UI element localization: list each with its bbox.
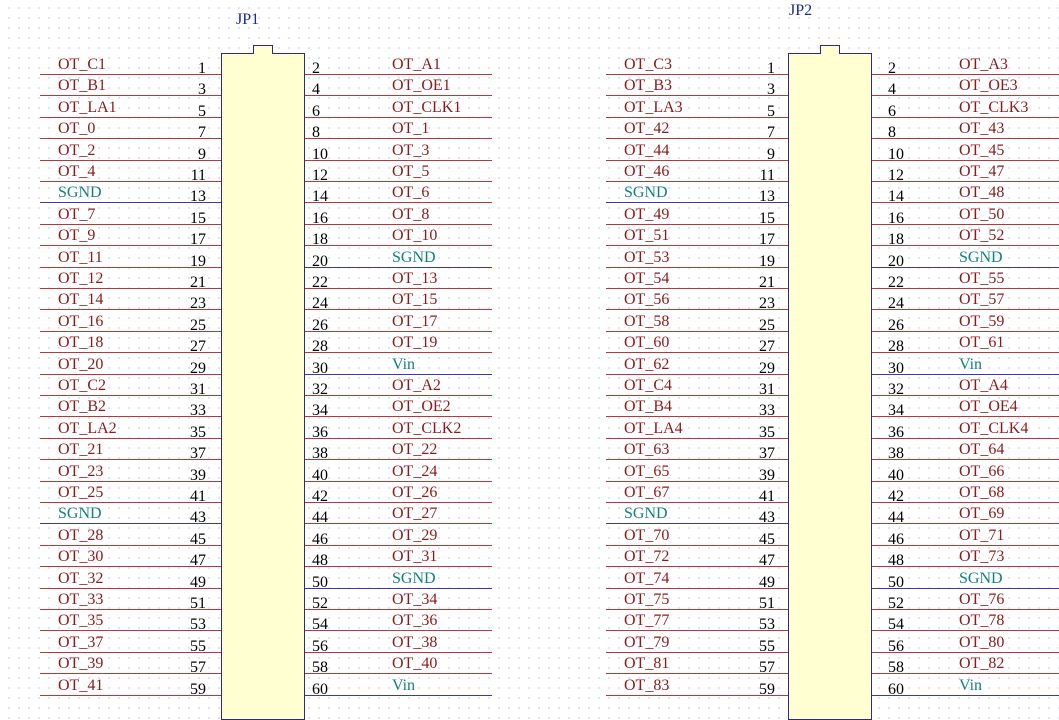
net-label: OT_4 <box>58 163 96 180</box>
net-label: OT_55 <box>959 270 1005 287</box>
net-label: Vin <box>392 676 416 694</box>
pin-number: 53 <box>759 616 775 634</box>
pin-number: 37 <box>190 445 206 463</box>
pin-number: 16 <box>888 209 904 227</box>
pin-number: 43 <box>759 509 775 527</box>
pin-number: 24 <box>888 295 904 313</box>
pin-wire <box>305 267 492 268</box>
pin-number: 23 <box>190 295 206 313</box>
net-label: OT_B2 <box>58 398 106 416</box>
pin-wire <box>305 352 492 353</box>
pin-number: 7 <box>767 124 775 142</box>
pin-number: 55 <box>759 637 775 655</box>
pin-number: 8 <box>312 124 320 142</box>
pin-wire <box>305 523 492 524</box>
pin-number: 8 <box>888 124 896 142</box>
pin-number: 55 <box>190 637 206 655</box>
pin-number: 38 <box>312 445 328 463</box>
net-label: OT_31 <box>392 548 438 566</box>
pin-number: 52 <box>888 595 904 612</box>
pin-number: 30 <box>312 359 328 377</box>
net-label: OT_OE3 <box>959 77 1018 95</box>
pin-number: 25 <box>759 316 775 334</box>
pin-number: 5 <box>198 102 206 120</box>
net-label: OT_56 <box>624 291 670 309</box>
net-label: OT_C4 <box>624 377 672 394</box>
connector-key-notch <box>820 45 840 54</box>
pin-wire <box>305 673 492 674</box>
net-label: OT_6 <box>392 184 430 202</box>
connector-body <box>221 53 305 720</box>
net-label: OT_37 <box>58 633 104 651</box>
pin-number: 26 <box>888 316 904 334</box>
pin-number: 33 <box>759 402 775 420</box>
pin-number: 58 <box>312 659 328 677</box>
net-label: OT_19 <box>392 334 438 352</box>
pin-wire <box>606 138 788 139</box>
pin-number: 42 <box>312 488 328 505</box>
net-label: OT_18 <box>58 334 104 352</box>
net-label: OT_C1 <box>58 56 106 73</box>
net-label: OT_44 <box>624 141 670 159</box>
net-label: OT_76 <box>959 591 1005 608</box>
pin-wire <box>40 117 221 118</box>
pin-wire <box>305 138 492 139</box>
pin-number: 49 <box>759 573 775 591</box>
pin-number: 14 <box>888 188 904 206</box>
pin-number: 9 <box>767 145 775 163</box>
pin-number: 31 <box>759 381 775 398</box>
net-label: OT_A2 <box>392 377 441 394</box>
pin-number: 18 <box>312 231 328 249</box>
net-label: OT_28 <box>58 526 104 544</box>
net-label: OT_74 <box>624 569 670 587</box>
pin-number: 44 <box>888 509 904 527</box>
reference-designator: JP1 <box>236 11 260 28</box>
pin-wire <box>305 181 492 182</box>
pin-number: 25 <box>190 316 206 334</box>
net-label: OT_CLK3 <box>959 98 1029 116</box>
connector-body <box>788 53 872 720</box>
pin-number: 28 <box>888 338 904 356</box>
pin-number: 60 <box>312 680 328 698</box>
pin-number: 57 <box>190 659 206 677</box>
pin-wire <box>305 95 492 96</box>
net-label: OT_45 <box>959 141 1005 159</box>
pin-number: 48 <box>888 552 904 570</box>
pin-number: 29 <box>190 359 206 377</box>
net-label: OT_9 <box>58 227 96 245</box>
net-label: SGND <box>959 569 1003 587</box>
pin-number: 56 <box>312 637 328 655</box>
pin-number: 59 <box>190 680 206 698</box>
pin-number: 15 <box>190 209 206 227</box>
pin-number: 28 <box>312 338 328 356</box>
pin-number: 59 <box>759 680 775 698</box>
net-label: SGND <box>392 569 436 587</box>
pin-wire <box>872 138 1059 139</box>
net-label: OT_B3 <box>624 77 672 95</box>
pin-number: 40 <box>312 466 328 484</box>
pin-number: 47 <box>759 552 775 570</box>
pin-number: 11 <box>759 167 775 184</box>
pin-wire <box>305 652 492 653</box>
pin-number: 30 <box>888 359 904 377</box>
net-label: OT_LA1 <box>58 98 117 116</box>
pin-number: 12 <box>312 167 328 184</box>
net-label: OT_30 <box>58 548 104 566</box>
net-label: OT_25 <box>58 484 104 501</box>
pin-number: 32 <box>888 381 904 398</box>
pin-wire <box>305 309 492 310</box>
pin-number: 24 <box>312 295 328 313</box>
pin-number: 58 <box>888 659 904 677</box>
pin-number: 9 <box>198 145 206 163</box>
net-label: OT_OE1 <box>392 77 451 95</box>
net-label: OT_60 <box>624 334 670 352</box>
net-label: OT_29 <box>392 526 438 544</box>
pin-number: 13 <box>190 188 206 206</box>
net-label: OT_20 <box>58 355 104 373</box>
pin-number: 38 <box>888 445 904 463</box>
pin-number: 17 <box>190 231 206 249</box>
pin-wire <box>872 117 1059 118</box>
net-label: OT_1 <box>392 120 430 138</box>
net-label: OT_72 <box>624 548 670 566</box>
net-label: OT_2 <box>58 141 96 159</box>
pin-number: 32 <box>312 381 328 398</box>
net-label: OT_79 <box>624 633 670 651</box>
pin-number: 31 <box>190 381 206 398</box>
pin-number: 27 <box>759 338 775 356</box>
pin-number: 7 <box>198 124 206 142</box>
net-label: OT_46 <box>624 163 670 180</box>
connector-key-notch <box>253 45 273 54</box>
net-label: OT_40 <box>392 655 438 673</box>
net-label: OT_23 <box>58 462 104 480</box>
net-label: OT_11 <box>58 248 103 266</box>
pin-wire <box>305 395 492 396</box>
pin-number: 29 <box>759 359 775 377</box>
net-label: OT_22 <box>392 441 438 459</box>
pin-number: 12 <box>888 167 904 184</box>
net-label: OT_17 <box>392 312 438 330</box>
net-label: OT_42 <box>624 120 670 138</box>
pin-wire <box>40 160 221 161</box>
net-label: Vin <box>959 355 983 373</box>
net-label: OT_66 <box>959 462 1005 480</box>
net-label: OT_LA4 <box>624 419 683 437</box>
pin-number: 11 <box>190 167 206 184</box>
pin-number: 34 <box>312 402 328 420</box>
net-label: OT_78 <box>959 612 1005 630</box>
pin-number: 20 <box>888 252 904 270</box>
pin-wire <box>305 481 492 482</box>
pin-number: 4 <box>888 81 896 99</box>
pin-number: 44 <box>312 509 328 527</box>
reference-designator: JP2 <box>789 2 813 19</box>
pin-number: 39 <box>190 466 206 484</box>
pin-number: 21 <box>190 274 206 291</box>
net-label: OT_57 <box>959 291 1005 309</box>
pin-wire <box>305 74 492 75</box>
net-label: OT_67 <box>624 484 670 501</box>
net-label: OT_A3 <box>959 56 1008 73</box>
net-label: OT_80 <box>959 633 1005 651</box>
pin-number: 34 <box>888 402 904 420</box>
net-label: OT_65 <box>624 462 670 480</box>
net-label: OT_47 <box>959 163 1005 180</box>
net-label: OT_49 <box>624 205 670 223</box>
net-label: OT_14 <box>58 291 104 309</box>
net-label: OT_35 <box>58 612 104 630</box>
pin-number: 16 <box>312 209 328 227</box>
net-label: OT_71 <box>959 526 1005 544</box>
pin-number: 20 <box>312 252 328 270</box>
net-label: OT_62 <box>624 355 670 373</box>
pin-wire <box>305 609 492 610</box>
net-label: OT_61 <box>959 334 1005 352</box>
pin-number: 5 <box>767 102 775 120</box>
net-label: OT_27 <box>392 505 438 523</box>
pin-number: 53 <box>190 616 206 634</box>
net-label: OT_32 <box>58 569 104 587</box>
pin-number: 13 <box>759 188 775 206</box>
net-label: SGND <box>624 505 668 523</box>
pin-number: 19 <box>190 252 206 270</box>
pin-number: 50 <box>888 573 904 591</box>
pin-wire <box>305 588 492 589</box>
pin-wire <box>305 502 492 503</box>
pin-wire <box>305 630 492 631</box>
pin-number: 15 <box>759 209 775 227</box>
net-label: OT_3 <box>392 141 430 159</box>
pin-number: 52 <box>312 595 328 612</box>
pin-number: 42 <box>888 488 904 505</box>
pin-number: 33 <box>190 402 206 420</box>
pin-number: 22 <box>312 274 328 291</box>
pin-number: 37 <box>759 445 775 463</box>
pin-wire <box>606 117 788 118</box>
net-label: OT_53 <box>624 248 670 266</box>
net-label: SGND <box>58 184 102 202</box>
pin-number: 45 <box>190 530 206 548</box>
pin-number: 2 <box>888 60 896 77</box>
net-label: OT_C2 <box>58 377 106 394</box>
pin-number: 2 <box>312 60 320 77</box>
net-label: OT_26 <box>392 484 438 501</box>
net-label: OT_OE2 <box>392 398 451 416</box>
net-label: OT_A1 <box>392 56 441 73</box>
pin-wire <box>872 74 1059 75</box>
pin-number: 51 <box>190 595 206 612</box>
net-label: OT_C3 <box>624 56 672 73</box>
net-label: OT_69 <box>959 505 1005 523</box>
net-label: OT_13 <box>392 270 438 287</box>
pin-number: 23 <box>759 295 775 313</box>
pin-number: 49 <box>190 573 206 591</box>
pin-number: 1 <box>198 60 206 77</box>
pin-number: 36 <box>888 423 904 441</box>
pin-wire <box>305 117 492 118</box>
net-label: OT_15 <box>392 291 438 309</box>
pin-number: 1 <box>767 60 775 77</box>
pin-wire <box>40 138 221 139</box>
pin-wire <box>305 566 492 567</box>
pin-wire <box>305 459 492 460</box>
pin-number: 3 <box>198 81 206 99</box>
pin-number: 60 <box>888 680 904 698</box>
net-label: OT_36 <box>392 612 438 630</box>
net-label: SGND <box>392 248 436 266</box>
pin-number: 54 <box>312 616 328 634</box>
pin-wire <box>305 695 492 696</box>
pin-wire <box>872 95 1059 96</box>
pin-number: 40 <box>888 466 904 484</box>
net-label: OT_43 <box>959 120 1005 138</box>
pin-number: 57 <box>759 659 775 677</box>
pin-number: 56 <box>888 637 904 655</box>
net-label: OT_52 <box>959 227 1005 245</box>
net-label: OT_73 <box>959 548 1005 566</box>
net-label: OT_24 <box>392 462 438 480</box>
net-label: OT_A4 <box>959 377 1008 394</box>
net-label: OT_51 <box>624 227 670 245</box>
pin-wire <box>40 74 221 75</box>
net-label: OT_CLK2 <box>392 419 462 437</box>
net-label: OT_LA3 <box>624 98 683 116</box>
net-label: OT_58 <box>624 312 670 330</box>
net-label: OT_75 <box>624 591 670 608</box>
pin-wire <box>305 202 492 203</box>
pin-number: 48 <box>312 552 328 570</box>
net-label: OT_34 <box>392 591 438 608</box>
pin-number: 10 <box>312 145 328 163</box>
net-label: OT_7 <box>58 205 96 223</box>
net-label: OT_54 <box>624 270 670 287</box>
net-label: OT_39 <box>58 655 104 673</box>
net-label: OT_70 <box>624 526 670 544</box>
net-label: SGND <box>58 505 102 523</box>
net-label: OT_77 <box>624 612 670 630</box>
pin-wire <box>305 438 492 439</box>
net-label: OT_81 <box>624 655 670 673</box>
pin-wire <box>305 224 492 225</box>
pin-number: 46 <box>312 530 328 548</box>
net-label: OT_50 <box>959 205 1005 223</box>
net-label: OT_59 <box>959 312 1005 330</box>
net-label: OT_12 <box>58 270 104 287</box>
pin-wire <box>305 545 492 546</box>
net-label: OT_63 <box>624 441 670 459</box>
pin-number: 6 <box>312 102 320 120</box>
pin-number: 43 <box>190 509 206 527</box>
pin-number: 41 <box>759 488 775 505</box>
pin-number: 51 <box>759 595 775 612</box>
net-label: OT_33 <box>58 591 104 608</box>
pin-wire <box>305 245 492 246</box>
net-label: OT_10 <box>392 227 438 245</box>
pin-number: 27 <box>190 338 206 356</box>
net-label: OT_OE4 <box>959 398 1018 416</box>
net-label: SGND <box>959 248 1003 266</box>
pin-number: 17 <box>759 231 775 249</box>
pin-wire <box>305 374 492 375</box>
pin-number: 6 <box>888 102 896 120</box>
net-label: Vin <box>959 676 983 694</box>
net-label: SGND <box>624 184 668 202</box>
pin-number: 35 <box>759 423 775 441</box>
pin-number: 19 <box>759 252 775 270</box>
net-label: OT_41 <box>58 676 104 694</box>
pin-wire <box>305 416 492 417</box>
pin-number: 35 <box>190 423 206 441</box>
pin-number: 3 <box>767 81 775 99</box>
pin-wire <box>606 95 788 96</box>
pin-wire <box>305 288 492 289</box>
pin-number: 36 <box>312 423 328 441</box>
net-label: OT_64 <box>959 441 1005 459</box>
net-label: OT_CLK1 <box>392 98 462 116</box>
net-label: OT_5 <box>392 163 430 180</box>
pin-number: 18 <box>888 231 904 249</box>
pin-number: 50 <box>312 573 328 591</box>
pin-number: 22 <box>888 274 904 291</box>
pin-number: 54 <box>888 616 904 634</box>
pin-number: 46 <box>888 530 904 548</box>
net-label: OT_B4 <box>624 398 672 416</box>
pin-wire <box>305 160 492 161</box>
pin-number: 47 <box>190 552 206 570</box>
net-label: OT_68 <box>959 484 1005 501</box>
pin-number: 45 <box>759 530 775 548</box>
pin-number: 41 <box>190 488 206 505</box>
net-label: OT_48 <box>959 184 1005 202</box>
pin-wire <box>305 331 492 332</box>
pin-wire <box>40 95 221 96</box>
net-label: OT_16 <box>58 312 104 330</box>
net-label: OT_38 <box>392 633 438 651</box>
pin-number: 14 <box>312 188 328 206</box>
net-label: OT_B1 <box>58 77 106 95</box>
pin-number: 26 <box>312 316 328 334</box>
net-label: OT_0 <box>58 120 96 138</box>
pin-wire <box>606 160 788 161</box>
net-label: OT_82 <box>959 655 1005 673</box>
pin-number: 21 <box>759 274 775 291</box>
net-label: OT_21 <box>58 441 104 459</box>
pin-number: 10 <box>888 145 904 163</box>
net-label: OT_8 <box>392 205 430 223</box>
pin-wire <box>606 74 788 75</box>
net-label: Vin <box>392 355 416 373</box>
net-label: OT_83 <box>624 676 670 694</box>
pin-number: 4 <box>312 81 320 99</box>
pin-number: 39 <box>759 466 775 484</box>
net-label: OT_CLK4 <box>959 419 1029 437</box>
net-label: OT_LA2 <box>58 419 117 437</box>
